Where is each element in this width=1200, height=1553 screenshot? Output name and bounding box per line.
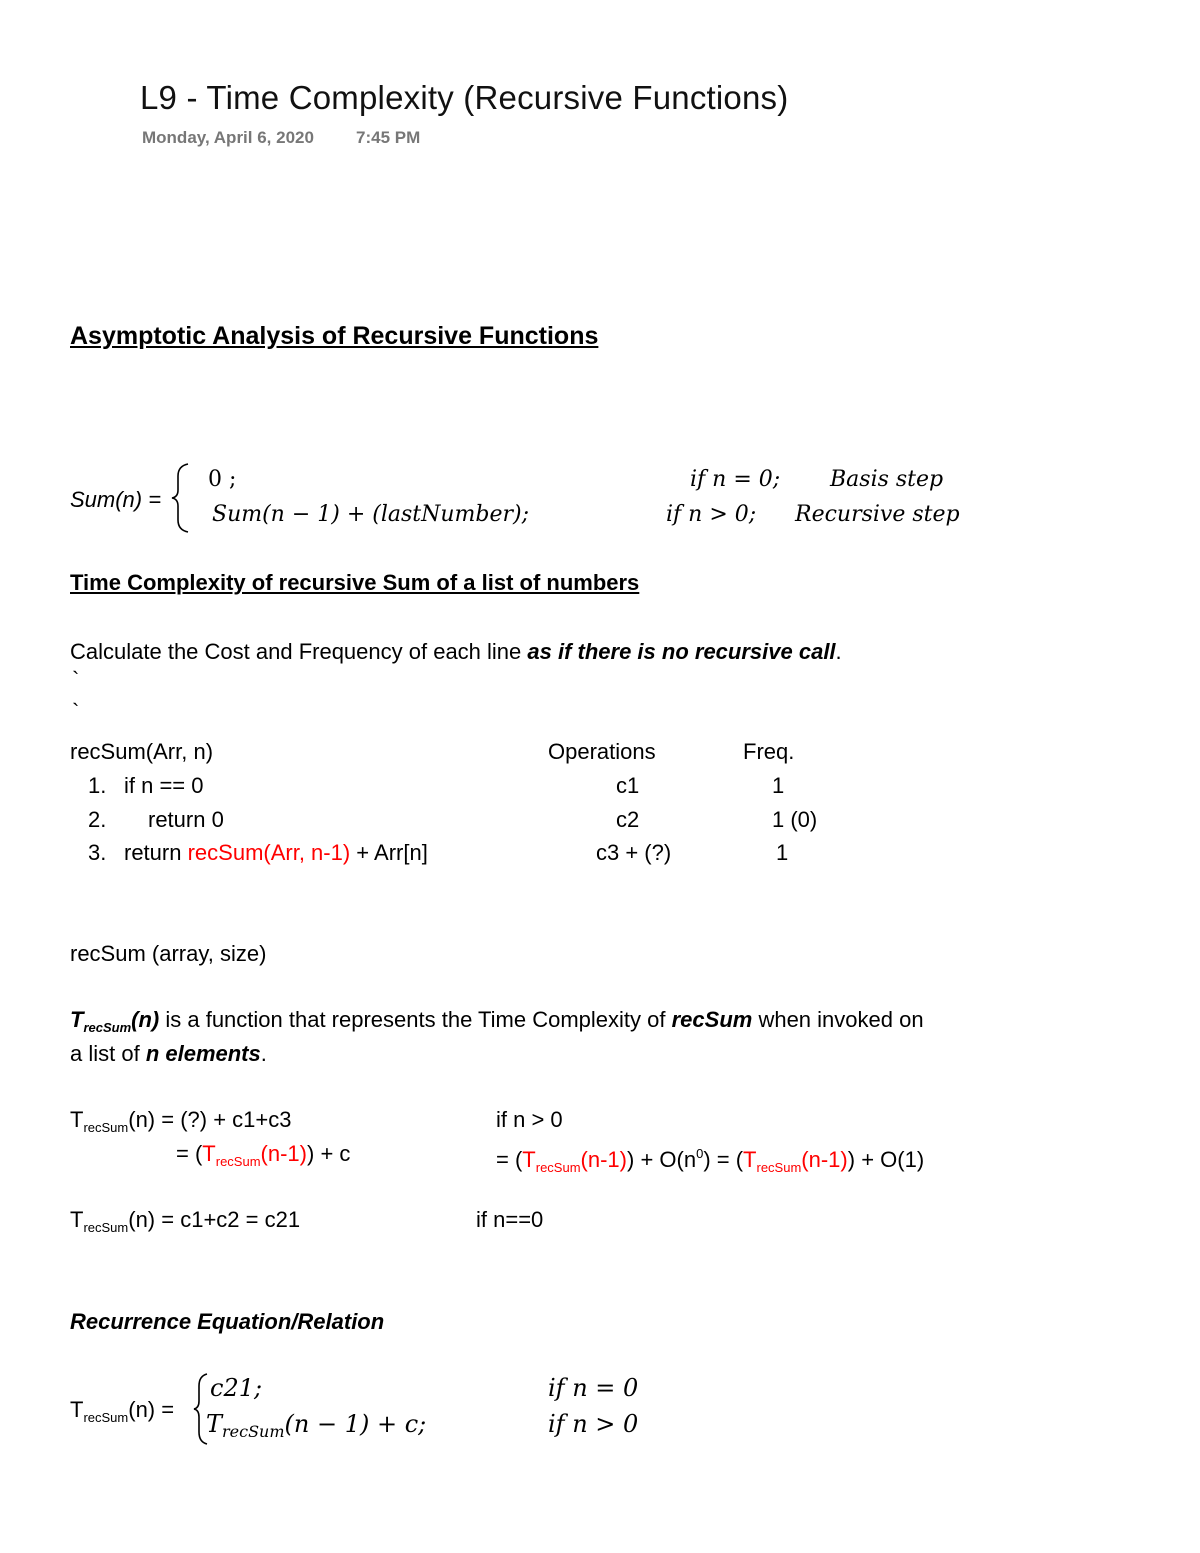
- backtick-1: `: [72, 667, 80, 692]
- page-time: 7:45 PM: [356, 128, 421, 147]
- sum-case1-label: Basis step: [830, 467, 944, 492]
- recurrence-lhs: [70, 1396, 174, 1432]
- section-heading: Asymptotic Analysis of Recursive Functions: [70, 322, 599, 350]
- eq2r-T: T: [522, 1147, 536, 1172]
- instruction-emphasis: as if there is no recursive call: [527, 639, 836, 664]
- page-date: Monday, April 6, 2020: [142, 128, 314, 147]
- code-signature: recSum(Arr, n): [70, 739, 214, 764]
- eq-T: T: [70, 1107, 84, 1132]
- sum-case2-cond: if n > 0;: [666, 502, 757, 527]
- eq2-close: ) + c: [307, 1141, 351, 1166]
- eq-T-sub: recSum: [83, 1120, 129, 1135]
- code-line: if n == 0: [124, 773, 204, 798]
- eq2r-arg: (n-1): [580, 1147, 627, 1172]
- eq1-lhs: [70, 1106, 292, 1142]
- eq2r-sup: 0: [696, 1146, 704, 1161]
- rec-T: T: [70, 1397, 84, 1422]
- eq2-right: [496, 1140, 924, 1182]
- eq3-cond: if n==0: [476, 1207, 544, 1232]
- page-title: L9 - Time Complexity (Recursive Functions): [140, 79, 789, 116]
- eq3-lhs: [70, 1206, 300, 1242]
- eq2-T-sub: recSum: [215, 1154, 261, 1169]
- def-line2a: a list of: [70, 1041, 146, 1066]
- eq1-cond: if n > 0: [496, 1107, 563, 1132]
- code-line-ops: c3 + (?): [596, 840, 672, 865]
- def-T: T: [70, 1007, 84, 1032]
- eq2r-open: = (: [496, 1147, 523, 1172]
- def-T-sub: recSum: [83, 1020, 132, 1035]
- instruction-text: Calculate the Cost and Frequency of each line: [70, 639, 528, 664]
- code-line-num: 3.: [88, 840, 107, 865]
- def-line2b: n elements: [145, 1041, 261, 1066]
- code-line-freq: 1: [772, 773, 785, 798]
- eq2r-T2-sub: recSum: [756, 1160, 802, 1175]
- def-text2: when invoked on: [752, 1007, 924, 1032]
- eq3-rest: (n) = c1+c2 = c21: [128, 1207, 301, 1232]
- eq2r-arg2: (n-1): [801, 1147, 848, 1172]
- instruction-end: .: [835, 639, 842, 664]
- code-line-plain: return: [124, 840, 188, 865]
- backtick-2: `: [72, 699, 80, 724]
- eq2-arg: (n-1): [260, 1141, 307, 1166]
- col-header-operations: Operations: [548, 739, 656, 764]
- def-fn: recSum: [671, 1007, 753, 1032]
- call-example: recSum (array, size): [70, 941, 267, 966]
- code-line-ops: c2: [616, 807, 640, 832]
- def-line2c: .: [260, 1041, 267, 1066]
- code-line-freq: 1 (0): [772, 807, 818, 832]
- instruction: [70, 638, 842, 666]
- code-line-num: 2.: [88, 807, 107, 832]
- definition-line-2: [70, 1040, 267, 1068]
- def-arg: (n): [131, 1007, 160, 1032]
- sum-case1-cond: if n = 0;: [690, 467, 781, 492]
- recurrence-heading: Recurrence Equation/Relation: [70, 1309, 385, 1334]
- rec-case2-expr: [206, 1410, 426, 1446]
- eq2r-end: ) + O(1): [847, 1147, 925, 1172]
- sum-case2-label: Recursive step: [795, 502, 960, 527]
- sum-case2-expr: Sum(n − 1) + (lastNumber);: [212, 502, 530, 527]
- code-line: return 0: [148, 807, 224, 832]
- sum-brace: [170, 462, 192, 534]
- eq2-T: T: [202, 1141, 216, 1166]
- code-line: [124, 839, 428, 867]
- col-header-freq: Freq.: [743, 739, 795, 764]
- eq2-open: = (: [176, 1141, 203, 1166]
- definition-line-1: [70, 1006, 924, 1042]
- code-line-num: 1.: [88, 773, 107, 798]
- eq2r-mid: ) + O(n: [627, 1147, 697, 1172]
- rec-case2-rest: (n − 1) + c;: [284, 1410, 427, 1438]
- eq3-T: T: [70, 1207, 84, 1232]
- rec-case1-cond: if n = 0: [548, 1374, 639, 1402]
- rec-T-sub: recSum: [83, 1410, 129, 1425]
- sum-case1-expr: 0 ;: [208, 467, 237, 492]
- rec-case2-T: T: [206, 1410, 223, 1438]
- sum-lhs: Sum(n) =: [70, 487, 162, 512]
- eq3-T-sub: recSum: [83, 1220, 129, 1235]
- code-line-recursive-call: recSum(Arr, n-1): [187, 840, 351, 865]
- eq2-left: [176, 1140, 350, 1176]
- rec-lhs-arg: (n) =: [128, 1397, 175, 1422]
- eq2r-T2: T: [743, 1147, 757, 1172]
- code-line-freq: 1: [776, 840, 789, 865]
- rec-case2-cond: if n > 0: [548, 1410, 639, 1438]
- code-line-ops: c1: [616, 773, 640, 798]
- def-text1: is a function that represents the Time Complexity of: [159, 1007, 672, 1032]
- eq2r-T-sub: recSum: [535, 1160, 581, 1175]
- code-line-plain-end: + Arr[n]: [350, 840, 428, 865]
- eq1-rest: (n) = (?) + c1+c3: [128, 1107, 292, 1132]
- rec-case1-expr: c21;: [210, 1374, 263, 1402]
- rec-case2-sub: recSum: [222, 1422, 285, 1441]
- subheading: Time Complexity of recursive Sum of a list of numbers: [70, 570, 640, 595]
- eq2r-mid2: ) = (: [703, 1147, 744, 1172]
